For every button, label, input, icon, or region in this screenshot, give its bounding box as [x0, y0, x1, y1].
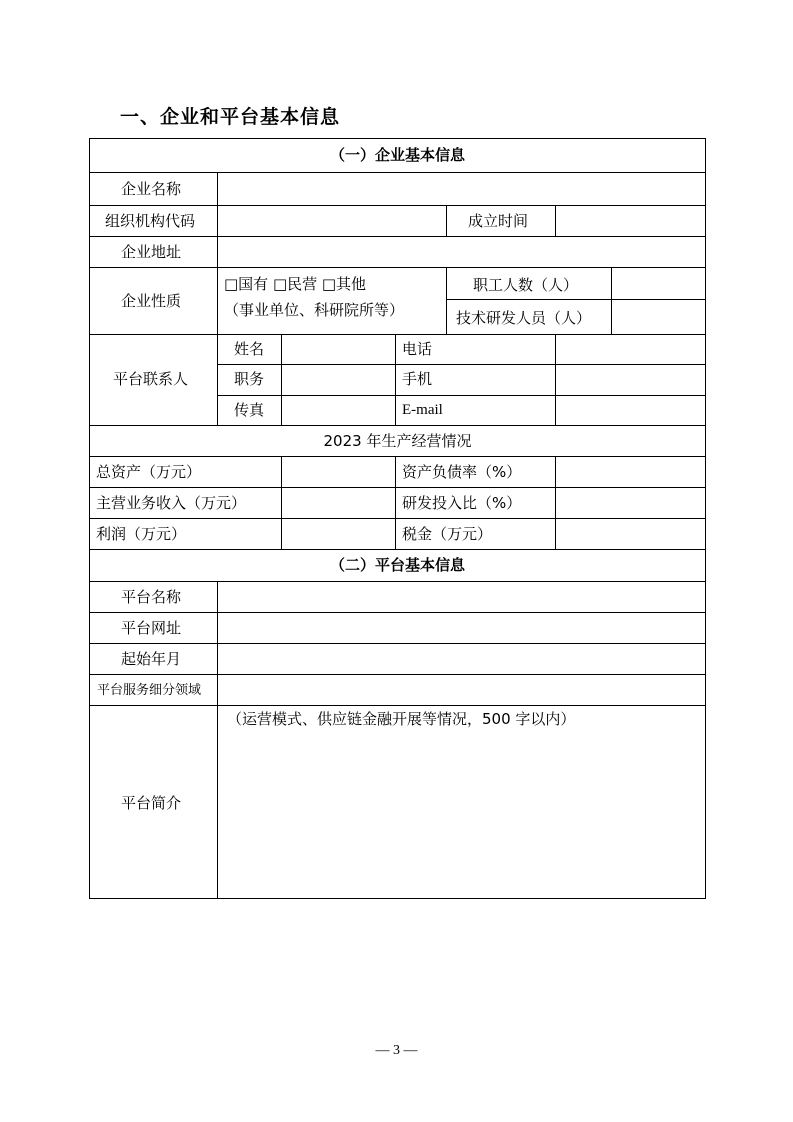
employees-label: 职工人数（人） [473, 276, 579, 294]
intro-label: 平台简介 [121, 794, 182, 812]
intro-textarea[interactable] [219, 707, 704, 897]
tax-field[interactable] [557, 520, 704, 548]
company-name-field[interactable] [219, 174, 704, 204]
nature-note: （事业单位、科研院所等） [224, 301, 405, 319]
rd-ratio-label: 研发投入比（%） [402, 494, 522, 512]
debt-ratio-field[interactable] [557, 458, 704, 486]
intro-hint: （运营模式、供应链金融开展等情况，500 字以内） [227, 710, 576, 728]
address-field[interactable] [219, 238, 704, 266]
established-label: 成立时间 [468, 212, 529, 230]
name-field[interactable] [283, 336, 394, 363]
service-field-label: 平台服务细分领域 [97, 683, 202, 698]
profit-field[interactable] [283, 520, 394, 548]
fax-field[interactable] [283, 397, 394, 424]
email-label: E-mail [402, 402, 443, 418]
phone-field[interactable] [557, 336, 704, 363]
section2-title: （二）平台基本信息 [329, 556, 465, 574]
email-field[interactable] [557, 397, 704, 424]
org-code-label: 组织机构代码 [105, 212, 196, 230]
address-label: 企业地址 [121, 243, 182, 261]
company-name-label: 企业名称 [121, 180, 182, 198]
page-number: — 3 — [375, 1043, 418, 1058]
rd-ratio-field[interactable] [557, 489, 704, 517]
mobile-label: 手机 [402, 370, 433, 388]
website-label: 平台网址 [121, 619, 182, 637]
fax-label: 传真 [234, 401, 265, 419]
total-assets-label: 总资产（万元） [96, 463, 202, 481]
start-date-label: 起始年月 [121, 650, 182, 668]
platform-name-label: 平台名称 [121, 588, 182, 606]
debt-ratio-label: 资产负债率（%） [402, 463, 522, 481]
mobile-field[interactable] [557, 366, 704, 394]
position-field[interactable] [283, 366, 394, 394]
revenue-label: 主营业务收入（万元） [96, 494, 247, 512]
established-field[interactable] [557, 207, 704, 235]
page-heading: 一、企业和平台基本信息 [120, 106, 341, 128]
tax-label: 税金（万元） [402, 525, 493, 543]
contact-label: 平台联系人 [113, 370, 189, 388]
name-label: 姓名 [234, 340, 265, 358]
nature-label: 企业性质 [121, 292, 182, 310]
start-date-field[interactable] [219, 645, 704, 673]
rd-staff-label: 技术研发人员（人） [456, 309, 592, 327]
nature-options[interactable]: □国有 □民营 □其他 [224, 275, 367, 293]
total-assets-field[interactable] [283, 458, 394, 486]
phone-label: 电话 [402, 340, 433, 358]
platform-name-field[interactable] [219, 583, 704, 611]
rd-staff-field[interactable] [613, 301, 704, 333]
position-label: 职务 [234, 370, 265, 388]
profit-label: 利润（万元） [96, 525, 187, 543]
website-field[interactable] [219, 614, 704, 642]
org-code-field[interactable] [219, 207, 445, 235]
section1-title: （一）企业基本信息 [329, 146, 465, 164]
employees-field[interactable] [613, 269, 704, 298]
service-field-field[interactable] [219, 676, 704, 704]
revenue-field[interactable] [283, 489, 394, 517]
ops-title: 2023 年生产经营情况 [323, 432, 472, 450]
